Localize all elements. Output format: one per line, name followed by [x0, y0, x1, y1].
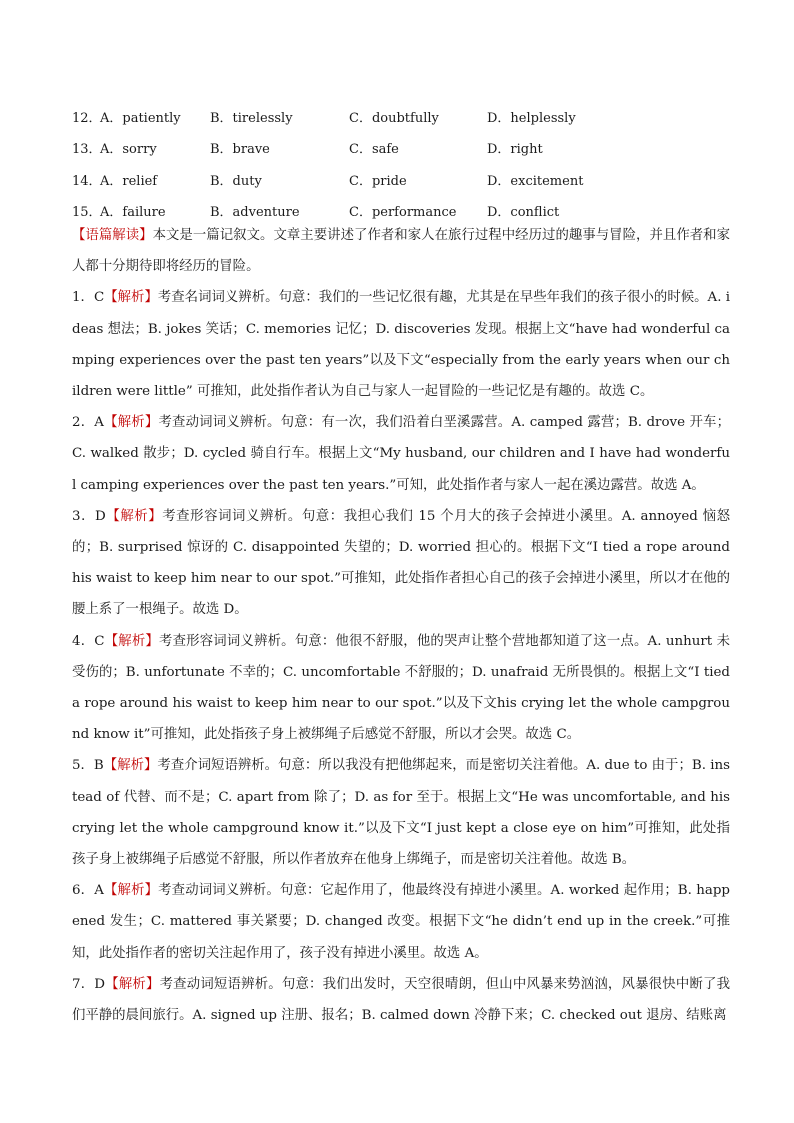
option-a: A．patiently — [100, 111, 181, 127]
analysis-text: 考查形容词词义辨析。句意：他很不舒服，他的哭声让整个营地都知道了这一点。A. unhurt 未受伤的；B. unfortunate 不幸的；C. uncomfortable 不舒服的；D. unafraid 无所畏惧的。根据上文“I tied a rope around his waist to keep him near to our spot.”以及下文his crying let the whole campground know it”可推知，此处指孩子身上被绑绳子后感觉不舒服，所以才会哭。故选 C。 — [72, 633, 731, 743]
question-number: 15． — [72, 205, 102, 221]
answer-prefix: 2．A — [72, 415, 104, 431]
analysis-tag: 【解析】 — [103, 415, 159, 431]
analysis-text: 考查名词词义辨析。句意：我们的一些记忆很有趣，尤其是在早些年我们的孩子很小的时候。A. ideas 想法；B. jokes 笑话；C. memories 记忆；D. discoveries 发现。根据上文“have had wonderful camping experiences over the past ten years”以及下文“especially from the early years when our children were little” 可推知，此处指作者认为自己与家人一起冒险的一些记忆是有趣的。故选 C。 — [72, 290, 731, 400]
analysis-text: 考查介词短语辨析。句意：所以我没有把他绑起来，而是密切关注着他。A. due to 由于；B. instead of 代替、而不是；C. apart from 除了；D. as for 至于。根据上文“He was uncomfortable, and his crying let the whole campground know it.”以及下文“I just kept a close eye on him”可推知，此处指孩子身上被绑绳子后感觉不舒服，所以作者放弃在他身上绑绳子，而是密切关注着他。故选 B。 — [72, 758, 730, 868]
option-c: C．safe — [349, 142, 399, 158]
interpretation-tag: 【语篇解读】 — [72, 228, 153, 243]
option-d: D．helplessly — [487, 111, 576, 127]
answer-prefix: 6．A — [72, 883, 104, 899]
option-d: D．excitement — [487, 173, 584, 189]
answer-prefix: 3．D — [72, 508, 106, 524]
option-c: C．pride — [349, 173, 407, 189]
analysis-tag: 【解析】 — [104, 633, 159, 649]
question-number: 13． — [72, 142, 102, 158]
option-c: C．doubtfully — [349, 111, 439, 127]
options-block — [72, 101, 732, 226]
option-d: D．conflict — [487, 205, 560, 221]
interpretation-text: 本文是一篇记叙文。文章主要讲述了作者和家人在旅行过程中经历过的趣事与冒险，并且作者和家人都十分期待即将经历的冒险。 — [72, 228, 730, 275]
answer-7 — [72, 969, 730, 1031]
answer-prefix: 1．C — [72, 290, 105, 306]
analysis-tag: 【解析】 — [105, 976, 160, 992]
option-d: D．right — [487, 142, 543, 158]
option-c: C．performance — [349, 205, 457, 221]
option-b: B．tirelessly — [210, 111, 293, 127]
passage-interpretation — [72, 220, 730, 282]
analysis-text: 考查形容词词义辨析。句意：我担心我们 15 个月大的孩子会掉进小溪里。A. annoyed 恼怒的；B. surprised 惊讶的 C. disappointed 失望的；D. worried 担心的。根据下文“I tied a rope around his waist to keep him near to our spot.”可推知，此处指作者担心自己的孩子会掉进小溪里，所以才在他的腰上系了一根绳子。故选 D。 — [72, 508, 730, 618]
option-row-14 — [72, 164, 732, 195]
option-a: A．relief — [100, 173, 158, 189]
answer-prefix: 7．D — [72, 976, 106, 992]
answer-6 — [72, 875, 730, 969]
option-row-13 — [72, 132, 732, 163]
analysis-text: 考查动词词义辨析。句意：它起作用了，他最终没有掉进小溪里。A. worked 起作用；B. happened 发生；C. mattered 事关紧要；D. changed 改变。根据下文“he didn’t end up in the creek.”可推知，此处指作者的密切关注起作用了，孩子没有掉进小溪里。故选 A。 — [72, 883, 731, 961]
question-number: 14． — [72, 173, 102, 189]
explanation-body — [72, 220, 730, 1031]
option-row-12 — [72, 101, 732, 132]
option-a: A．sorry — [100, 142, 157, 158]
answer-prefix: 5．B — [72, 758, 104, 774]
answer-1 — [72, 282, 730, 407]
analysis-text: 考查动词短语辨析。句意：我们出发时，天空很晴朗，但山中风暴来势汹汹，风暴很快中断了我们平静的晨间旅行。A. signed up 注册、报名；B. calmed down 冷静下来；C. checked out 退房、结账离 — [72, 976, 731, 1024]
analysis-tag: 【解析】 — [103, 883, 159, 899]
answer-4 — [72, 626, 730, 751]
analysis-tag: 【解析】 — [103, 758, 158, 774]
answer-prefix: 4．C — [72, 633, 105, 649]
analysis-tag: 【解析】 — [104, 290, 158, 306]
answer-2 — [72, 407, 730, 501]
option-b: B．duty — [210, 173, 262, 189]
question-number: 12． — [72, 111, 102, 127]
answer-5 — [72, 750, 730, 875]
answer-3 — [72, 501, 730, 626]
analysis-text: 考查动词词义辨析。句意：有一次，我们沿着白垩溪露营。A. camped 露营；B. drove 开车；C. walked 散步；D. cycled 骑自行车。根据上文“My husband, our children and I have had wonderful camping experiences over the past ten years.”可知，此处指作者与家人一起在溪边露营。故选 A。 — [72, 415, 730, 493]
option-a: A．failure — [100, 205, 166, 221]
option-b: B．brave — [210, 142, 270, 158]
analysis-tag: 【解析】 — [105, 508, 163, 524]
option-b: B．adventure — [210, 205, 300, 221]
